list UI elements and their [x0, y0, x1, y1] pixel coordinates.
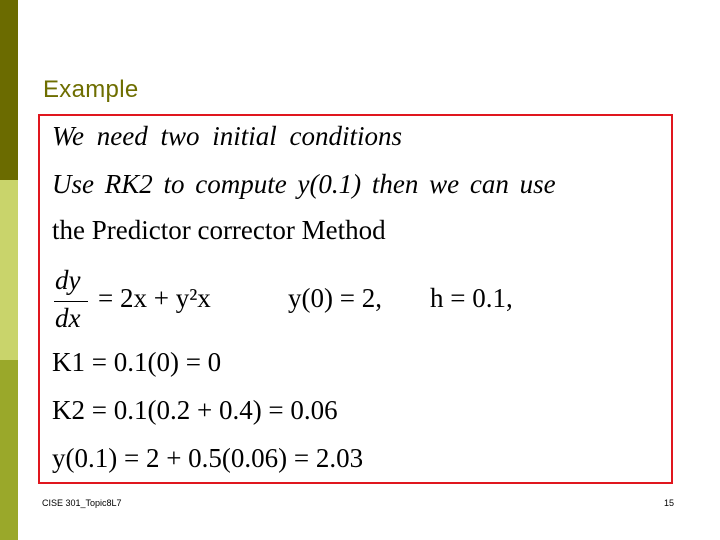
equation-k2: K2 = 0.1(0.2 + 0.4) = 0.06 [52, 395, 338, 425]
derivative-fraction [52, 265, 92, 339]
text-line-method: the Predictor corrector Method [52, 215, 386, 245]
fraction-bar [54, 301, 88, 302]
step-size: h = 0.1, [430, 283, 513, 313]
sidebar-segment-top [0, 0, 18, 180]
slide-sidebar [0, 0, 18, 540]
fraction-denominator: dx [55, 303, 81, 333]
fraction-numerator: dy [55, 265, 81, 295]
ode-right-hand-side: = 2x + y²x [98, 283, 211, 313]
sidebar-segment-middle [0, 180, 18, 360]
footer-page-number: 15 [664, 498, 675, 508]
equation-k1: K1 = 0.1(0) = 0 [52, 347, 222, 377]
sidebar-segment-bottom [0, 360, 18, 540]
footer-course-label: CISE 301_Topic8L7 [42, 498, 122, 508]
text-line-initial-conditions: We need two initial conditions [52, 121, 402, 151]
slide-title: Example [43, 76, 139, 103]
text-line-use-rk2: Use RK2 to compute y(0.1) then we can use [52, 169, 556, 199]
initial-condition: y(0) = 2, [288, 283, 382, 313]
equation-y-at-0-1: y(0.1) = 2 + 0.5(0.06) = 2.03 [52, 443, 364, 473]
